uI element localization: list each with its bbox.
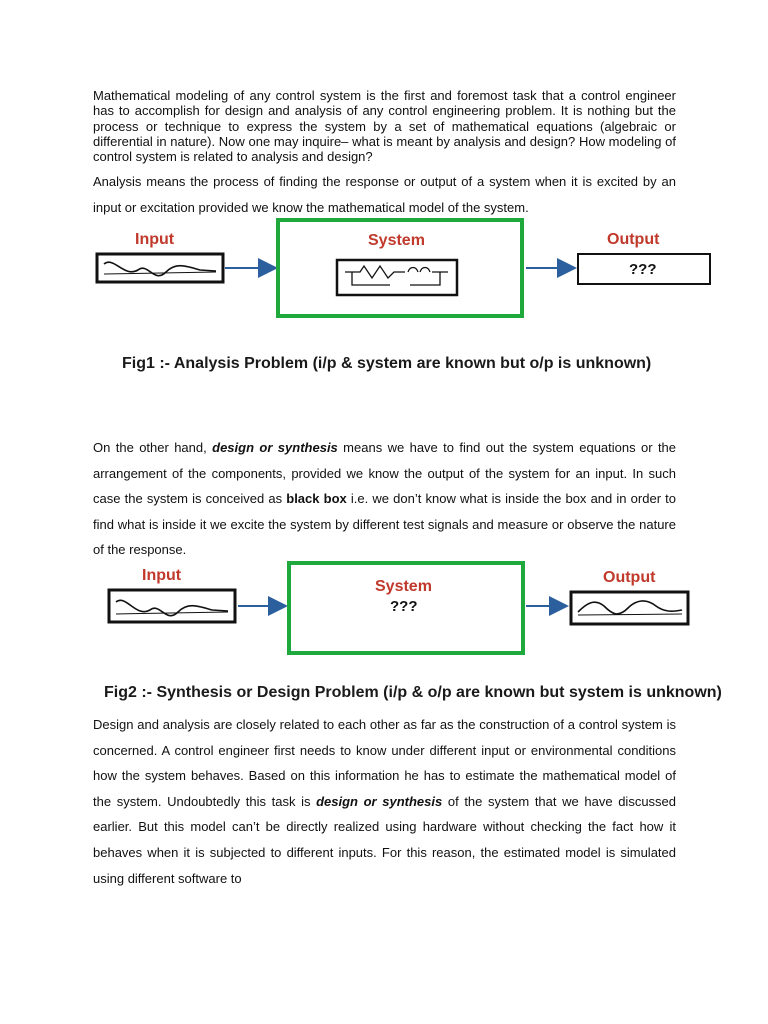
fig1-output-label: Output bbox=[607, 231, 660, 248]
design-or-synthesis-emphasis-2: design or synthesis bbox=[316, 793, 443, 809]
fig1-system-label: System bbox=[368, 232, 425, 249]
design-paragraph-text-1: On the other hand, bbox=[93, 440, 213, 455]
intro-paragraph: Mathematical modeling of any control system is the first and foremost task that a control engineer has to accomplish for design and analysis of any control engineering problem. It is nothing but the process or technique to express the system by a set of mathematical equations (algebraic or differential in nature). Now one may inquire– what is meant by analysis and design? How modeling of control system is related to analysis and design? bbox=[93, 88, 676, 165]
figure-analysis-problem bbox=[90, 212, 730, 322]
fig1-caption: Fig1 :- Analysis Problem (i/p & system are known but o/p is unknown) bbox=[122, 355, 652, 372]
fig1-input-box bbox=[97, 254, 223, 282]
design-analysis-relation-paragraph bbox=[93, 712, 676, 891]
figure-synthesis-problem bbox=[90, 558, 730, 668]
analysis-diagram bbox=[90, 212, 730, 322]
analysis-paragraph: Analysis means the process of finding the response or output of a system when it is excited by an input or excitation provided we know the mathematical model of the system. bbox=[93, 174, 676, 215]
fig2-system-value: ??? bbox=[390, 598, 418, 615]
fig1-system-inner-box bbox=[337, 260, 457, 295]
fig1-output-value: ??? bbox=[629, 261, 657, 278]
relation-paragraph-text-1: Design and analysis are closely related to each other as far as the construction of a control system is concerned. A control engineer first needs to know under different input or environmental conditions how the system behaves. Based on this information he has to estimate the mathematical model of the system. Undoubtedly this task is bbox=[93, 717, 676, 809]
fig2-input-label: Input bbox=[142, 567, 182, 584]
fig2-output-label: Output bbox=[603, 569, 656, 586]
synthesis-diagram bbox=[90, 558, 730, 668]
design-paragraph-text-3: i.e. we don’t know what is inside the box and in order to find what is inside it we excite the system by different test signals and measure or observe the nature of the response. bbox=[93, 491, 677, 558]
design-or-synthesis-emphasis: design or synthesis bbox=[212, 440, 338, 455]
fig2-system-label: System bbox=[375, 578, 432, 595]
design-paragraph-text-2: means we have to find out the system equations or the arrangement of the components, provided we know the output of the system for an input. In such case the system is conceived as bbox=[93, 440, 677, 507]
design-paragraph bbox=[93, 435, 676, 563]
fig2-caption: Fig2 :- Synthesis or Design Problem (i/p & o/p are known but system is unknown) bbox=[104, 684, 722, 701]
relation-paragraph-text-2: of the system that we have discussed earlier. But this model can’t be directly realized using hardware without checking the fact how it behaves when it is subjected to different inputs. For this reason, the estimated model is simulated using different software to bbox=[93, 793, 677, 886]
fig2-output-box bbox=[571, 592, 688, 624]
black-box-emphasis: black box bbox=[286, 491, 347, 507]
fig1-input-label: Input bbox=[135, 231, 175, 248]
fig2-input-box bbox=[109, 590, 235, 622]
